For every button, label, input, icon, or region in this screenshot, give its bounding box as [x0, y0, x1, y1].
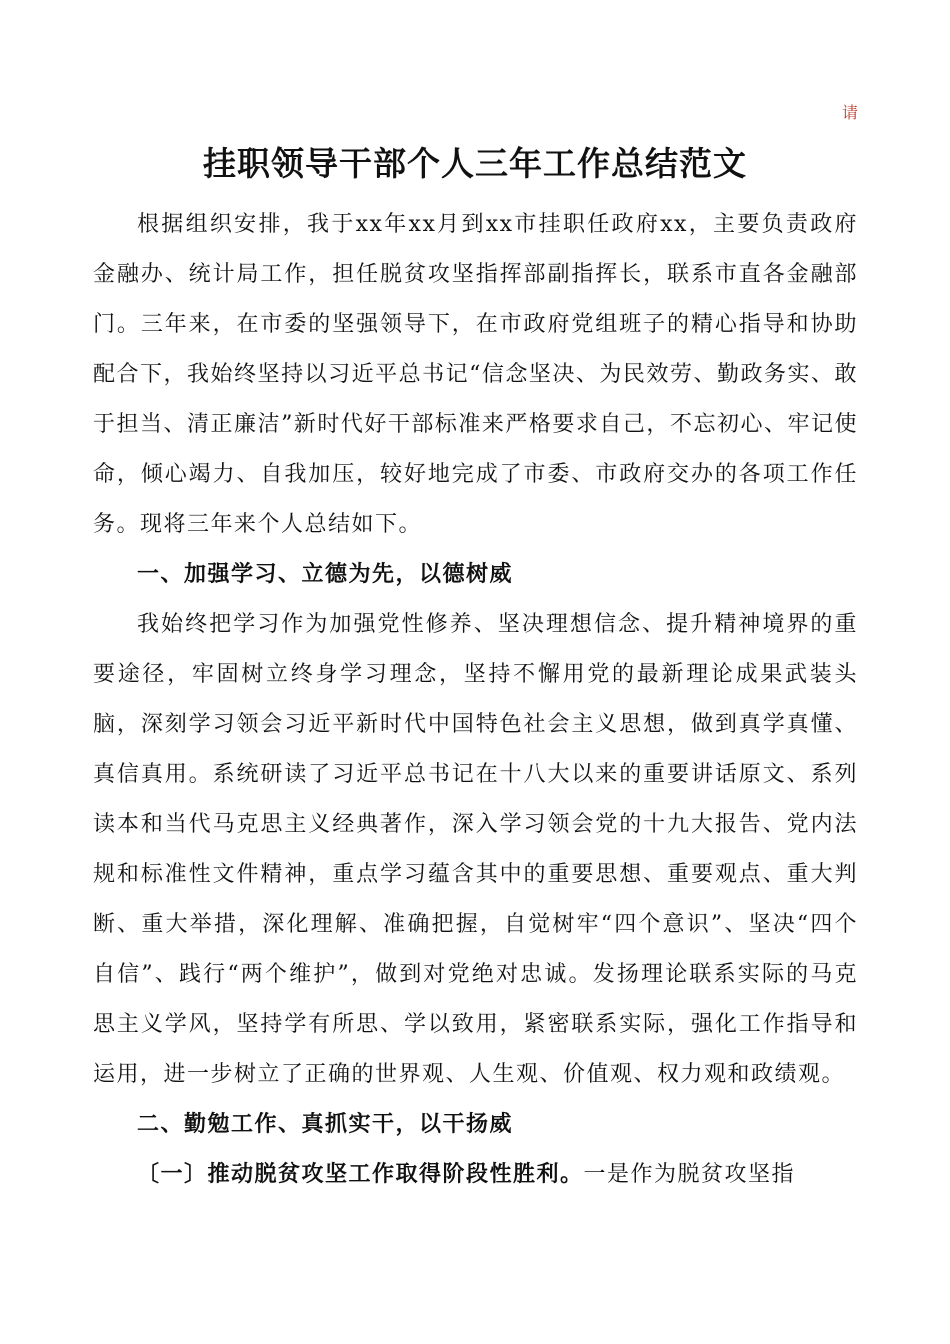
document-body — [93, 200, 858, 1200]
corner-mark: 请 — [842, 103, 859, 122]
section-2-heading: 二、勤勉工作、真抓实干，以干扬威 — [137, 1112, 514, 1137]
document-title: 挂职领导干部个人三年工作总结范文 — [203, 144, 747, 183]
subsection-1 — [93, 1150, 858, 1200]
section-1-paragraph: 我始终把学习作为加强党性修养、坚决理想信念、提升精神境界的重要途径，牢固树立终身学习理念，坚持不懈用党的最新理论成果武装头脑，深刻学习领会习近平新时代中国特色社会主义思想，做到真学真懂、真信真用。系统研读了习近平总书记在十八大以来的重要讲话原文、系列读本和当代马克思主义经典著作，深入学习领会党的十九大报告、党内法规和标准性文件精神，重点学习蕴含其中的重要思想、重要观点、重大判断、重大举措，深化理解、准确把握，自觉树牢“四个意识”、坚决“四个自信”、践行“两个维护”，做到对党绝对忠诚。发扬理论联系实际的马克思主义学风，坚持学有所思、学以致用，紧密联系实际，强化工作指导和运用，进一步树立了正确的世界观、人生观、价值观、权力观和政绩观。 — [93, 612, 858, 1087]
intro-paragraph: 根据组织安排，我于xx年xx月到xx市挂职任政府xx，主要负责政府金融办、统计局工作，担任脱贫攻坚指挥部副指挥长，联系市直各金融部门。三年来，在市委的坚强领导下，在市政府党组班子的精心指导和协助配合下，我始终坚持以习近平总书记“信念坚决、为民效劳、勤政务实、敢于担当、清正廉洁”新时代好干部标准来严格要求自己，不忘初心、牢记使命，倾心竭力、自我加压，较好地完成了市委、市政府交办的各项工作任务。现将三年来个人总结如下。 — [93, 212, 858, 537]
section-1-heading: 一、加强学习、立德为先，以德树威 — [137, 562, 514, 587]
subsection-1-title: 〔一〕推动脱贫攻坚工作取得阶段性胜利。 — [137, 1162, 584, 1187]
subsection-1-text: 一是作为脱贫攻坚指 — [583, 1162, 796, 1187]
